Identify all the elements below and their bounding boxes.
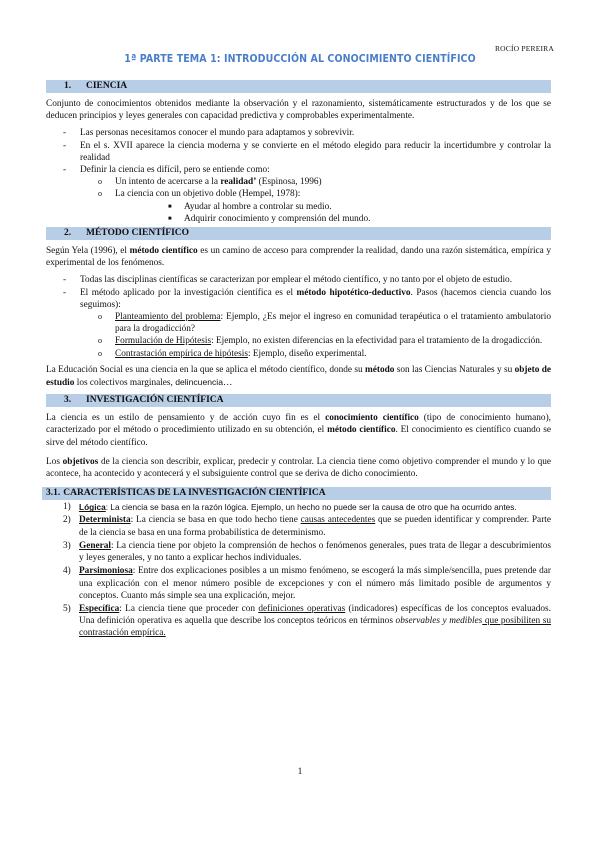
- list-item: 1) Lógica: La ciencia se basa en la razón lógica. Ejemplo, un hecho no puede ser la causa de otro que ha ocurrido antes.: [63, 502, 517, 513]
- paragraph: La ciencia es un estilo de pensamiento y de acción cuyo fin es el conocimiento científico (tipo de conocimiento humano), caracterizado por el método o procedimiento utilizado en su obtención, el método científico. El conocimiento es científico cuando se sirve del método científico.: [46, 413, 551, 448]
- list-item: - El método aplicado por la investigación científica es el método hipotético-deductivo. Pasos (hacemos ciencia cuando los seguimos): o Planteamiento del problema: Ejemplo, ¿Es mejor el ingreso en comunidad terapéutica o el tratamiento ambulatorio para la drogadicción? o Formulación de Hipótesis: Ejemplo, no existen diferencias en la efectividad para el tratamiento de la drogadicción. o Contrastación empírica de hipótesis: Ejemplo, diseño experimental.: [63, 287, 552, 359]
- list-item: 3) General: La ciencia tiene por objeto la comprensión de hechos o fenómenos generales, pues trata de llegar a descubrimientos y leyes generales, y no tanto a explicar hechos individuales.: [63, 540, 551, 564]
- page-title: 1ª PARTE TEMA 1: INTRODUCCIÓN AL CONOCIMIENTO CIENTÍFICO: [124, 52, 476, 65]
- list-item: 4) Parsimoniosa: Entre dos explicaciones posibles a un mismo fenómeno, se escogerá la más simple/sencilla, pues pretende dar una explicación con el menor número posible de excepciones y con el número más limitado posible de argumentos y conceptos. Cuanto más simple sea una explicación, mejor.: [63, 566, 551, 601]
- document-body: [46, 80, 551, 641]
- paragraph: Según Yela (1996), el método científico es un camino de acceso para comprender la realidad, dando una razón sistemática, empírica y experimental de los fenómenos.: [46, 246, 551, 269]
- list-item: ■ Adquirir conocimiento y comprensión del mundo.: [168, 213, 371, 224]
- list-item: o Un intento de acercarse a la realidad’ (Espinosa, 1996): [98, 177, 322, 188]
- list-item: ■ Ayudar al hombre a controlar su medio.: [168, 201, 332, 212]
- list-item: - En el s. XVII aparece la ciencia moderna y se convierte en el método elegido para reducir la incertidumbre y controlar la realidad: [63, 140, 551, 163]
- section-heading-ciencia: 1. CIENCIA: [46, 80, 551, 93]
- bullet-list: [46, 127, 551, 225]
- list-item: 5) Específica: La ciencia tiene que proceder con definiciones operativas (indicadores) específicas de los conceptos evaluados. Una definición operativa es aquella que describe los conceptos teóricos en términos observables y medibles que posibiliten su contrastación empírica.: [63, 603, 552, 639]
- list-item: o Formulación de Hipótesis: Ejemplo, no existen diferencias en la efectividad para el tratamiento de la drogadicción.: [98, 336, 543, 347]
- list-item: o Contrastación empírica de hipótesis: Ejemplo, diseño experimental.: [98, 348, 367, 359]
- section-heading-caracteristicas: 3.1. CARACTERÍSTICAS DE LA INVESTIGACIÓN CIENTÍFICA: [42, 487, 551, 500]
- paragraph: Conjunto de conocimientos obtenidos mediante la observación y el razonamiento, sistemáticamente estructurados y de los que se deducen principios y leyes generales con capacidad predictiva y comprobables experimentalmente.: [46, 99, 551, 122]
- list-item: 2) Determinista: La ciencia se basa en que todo hecho tiene causas antecedentes que se pueden identificar y comprender. Parte de la ciencia se basa en una forma probabilística de determinismo.: [63, 515, 551, 538]
- bullet-list: [46, 274, 551, 359]
- list-item: - Definir la ciencia es difícil, pero se entiende como: o Un intento de acercarse a la realidad’ (Espinosa, 1996) o La ciencia con un objetivo doble (Hempel, 1978): ■ Ayudar al hombre a controlar su medio. ■ Adquirir conocimiento y comprensión del mundo.: [46, 164, 551, 225]
- author-name: ROCÍO PEREIRA: [494, 44, 554, 53]
- paragraph: La Educación Social es una ciencia en la que se aplica el método científico, donde su método son las Ciencias Naturales y su objeto de estudio los colectivos marginales, delincuencia…: [46, 364, 551, 389]
- list-item: - Todas las disciplinas científicas se caracterizan por emplear el método científico, y no tanto por el objeto de estudio.: [63, 275, 513, 286]
- list-item: o Planteamiento del problema: Ejemplo, ¿Es mejor el ingreso en comunidad terapéutica o el tratamiento ambulatorio para la drogadicción?: [98, 312, 551, 335]
- section-heading-investigacion: 3. INVESTIGACIÓN CIENTÍFICA: [46, 394, 551, 407]
- list-item: - Las personas necesitamos conocer el mundo para adaptamos y sobrevivir.: [63, 128, 355, 139]
- list-item: o La ciencia con un objetivo doble (Hempel, 1978): ■ Ayudar al hombre a controlar su medio. ■ Adquirir conocimiento y comprensión del mundo.: [80, 188, 551, 225]
- page-number: 1: [297, 767, 303, 777]
- numbered-list: [46, 501, 551, 639]
- section-heading-metodo: 2. MÉTODO CIENTÍFICO: [46, 227, 551, 240]
- paragraph: Los objetivos de la ciencia son describir, explicar, predecir y controlar. La ciencia tiene como objetivo comprender el mundo y lo que acontece, ha acontecido y acontecerá y el subsiguiente control que se deriva de dicho conocimiento.: [46, 456, 551, 480]
